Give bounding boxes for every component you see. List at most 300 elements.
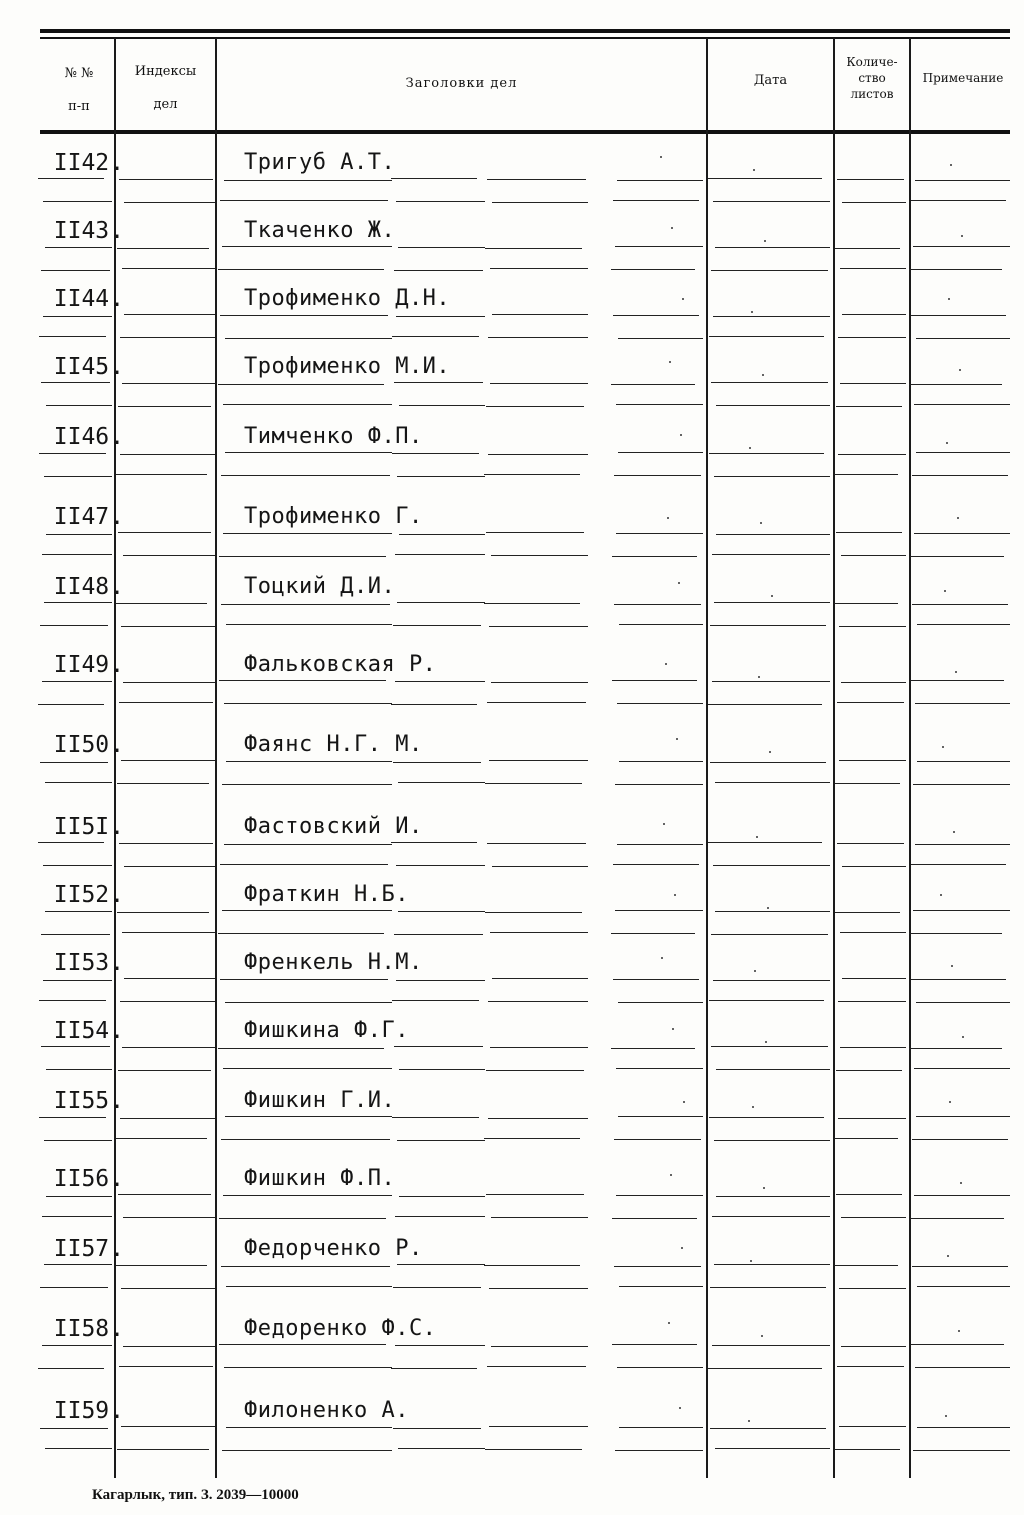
ruled-line-segment (842, 866, 906, 867)
ruled-line-segment (834, 603, 898, 604)
row-number-period: . (110, 424, 124, 450)
ruled-line-segment (117, 248, 209, 249)
ruled-line-segment (842, 202, 906, 203)
row-number-text: II44 (53, 286, 110, 312)
ruled-line-segment (394, 270, 483, 271)
row-number-text: II49 (53, 652, 110, 678)
table-row (0, 948, 1024, 1018)
ruled-line-segment (917, 1427, 1010, 1428)
ruled-line-segment (221, 475, 390, 476)
row-number-period: . (110, 574, 124, 600)
ruled-line-segment (44, 1140, 112, 1141)
ruled-line-segment (394, 1046, 483, 1047)
ruled-line-segment (118, 1194, 211, 1195)
print-speck (678, 582, 680, 584)
row-number (44, 286, 124, 312)
ruled-line-segment (39, 453, 106, 454)
ruled-line-segment (38, 842, 104, 843)
row-case-title: Фастовский И. (244, 814, 423, 839)
ruled-line-segment (224, 844, 392, 845)
row-case-title: Фишкина Ф.Г. (244, 1018, 409, 1043)
ruled-line-segment (118, 1070, 211, 1071)
print-speck (750, 1260, 752, 1262)
table-row (0, 1234, 1024, 1304)
ruled-line-segment (490, 1047, 588, 1048)
ruled-line-segment (837, 702, 904, 703)
ruled-line-segment (834, 1265, 898, 1266)
ruled-line-segment (116, 603, 207, 604)
row-case-title: Федорченко Р. (244, 1236, 423, 1261)
ruled-line-segment (709, 1000, 824, 1001)
ruled-line-segment (399, 534, 485, 535)
ruled-line-segment (916, 338, 1010, 339)
ruled-line-segment (393, 1287, 481, 1288)
table-row (0, 502, 1024, 572)
ruled-line-segment (711, 934, 828, 935)
row-number-period: . (110, 504, 124, 530)
ruled-line-segment (39, 1117, 106, 1118)
ruled-line-segment (619, 761, 703, 762)
print-speck (672, 1028, 674, 1030)
ruled-line-segment (397, 602, 485, 603)
ruled-line-segment (716, 1069, 830, 1070)
ruled-line-segment (118, 406, 211, 407)
ruled-line-segment (614, 604, 701, 605)
ruled-line-segment (710, 625, 826, 626)
header-sheets (835, 54, 909, 102)
ruled-line-segment (42, 681, 112, 682)
ruled-line-segment (224, 180, 392, 181)
ruled-line-segment (618, 1002, 703, 1003)
ruled-line-segment (45, 782, 112, 783)
header-sheets-line2: ство (858, 71, 886, 85)
row-number-text: II42 (53, 150, 110, 176)
print-speck (665, 663, 667, 665)
ruled-line-segment (708, 842, 822, 843)
ruled-line-segment (218, 269, 384, 270)
ruled-line-segment (911, 864, 1006, 865)
ruled-line-segment (121, 760, 215, 761)
ruled-line-segment (392, 1000, 479, 1001)
print-speck (945, 1415, 947, 1417)
print-speck (961, 235, 963, 237)
ruled-line-segment (838, 454, 906, 455)
ruled-line-segment (122, 932, 215, 933)
ruled-line-segment (116, 1138, 207, 1139)
ruled-line-segment (119, 702, 213, 703)
ruled-line-segment (617, 844, 703, 845)
ruled-line-segment (121, 626, 215, 627)
print-speck (955, 671, 957, 673)
row-case-title: Фраткин Н.Б. (244, 882, 409, 907)
ruled-line-segment (618, 452, 703, 453)
ruled-line-segment (41, 1046, 110, 1047)
row-case-title: Фишкин Г.И. (244, 1088, 396, 1113)
row-number (44, 424, 124, 450)
ruled-line-segment (396, 865, 485, 866)
ruled-line-segment (716, 405, 830, 406)
ruled-line-segment (840, 932, 906, 933)
row-number-text: II46 (53, 424, 110, 450)
row-number-period: . (110, 732, 124, 758)
ruled-line-segment (913, 1450, 1010, 1451)
ruled-line-segment (492, 202, 588, 203)
ruled-line-segment (218, 384, 384, 385)
ruled-line-segment (485, 783, 582, 784)
ruled-line-segment (614, 475, 701, 476)
ruled-line-segment (222, 784, 392, 785)
ruled-line-segment (916, 1002, 1010, 1003)
ruled-line-segment (711, 382, 828, 383)
ruled-line-segment (612, 1344, 697, 1345)
ruled-line-segment (915, 703, 1010, 704)
header-number-line1: № № (64, 66, 94, 81)
ruled-line-segment (835, 248, 900, 249)
ruled-line-segment (715, 782, 830, 783)
print-speck (771, 595, 773, 597)
ruled-line-segment (222, 1450, 392, 1451)
ruled-line-segment (712, 554, 830, 555)
ruled-line-segment (221, 604, 390, 605)
ruled-line-segment (221, 1266, 390, 1267)
ruled-line-segment (835, 1449, 900, 1450)
print-speck (758, 676, 760, 678)
ruled-line-segment (710, 1428, 826, 1429)
table-row (0, 880, 1024, 950)
ruled-line-segment (223, 1195, 392, 1196)
ruled-line-segment (220, 864, 388, 865)
print-speck (669, 361, 671, 363)
ruled-line-segment (219, 1344, 386, 1345)
ruled-line-segment (836, 1194, 902, 1195)
header-date (708, 71, 833, 90)
row-number-period: . (110, 652, 124, 678)
ruled-line-segment (492, 314, 588, 315)
print-speck (762, 374, 764, 376)
ruled-line-segment (613, 979, 699, 980)
ruled-line-segment (709, 453, 824, 454)
ruled-line-segment (708, 1368, 822, 1369)
ruled-line-segment (45, 247, 112, 248)
ruled-line-segment (612, 556, 697, 557)
ruled-line-segment (486, 1070, 584, 1071)
ruled-line-segment (399, 1069, 485, 1070)
ruled-line-segment (41, 934, 110, 935)
ruled-line-segment (714, 476, 830, 477)
ruled-line-segment (393, 762, 481, 763)
row-number-text: II55 (53, 1088, 110, 1114)
ruled-line-segment (123, 1217, 215, 1218)
ruled-line-segment (914, 404, 1010, 405)
ruled-line-segment (485, 248, 582, 249)
header-index (116, 62, 215, 114)
print-speck (764, 240, 766, 242)
ruled-line-segment (909, 384, 1002, 385)
row-number (44, 574, 124, 600)
ruled-line-segment (124, 866, 215, 867)
row-case-title: Филоненко А. (244, 1398, 409, 1423)
ruled-line-segment (841, 1346, 906, 1347)
row-number-period: . (110, 882, 124, 908)
table-row (0, 352, 1024, 422)
ruled-line-segment (123, 555, 215, 556)
ruled-line-segment (713, 980, 830, 981)
ruled-line-segment (916, 452, 1010, 453)
ruled-line-segment (398, 911, 485, 912)
ruled-line-segment (395, 1216, 485, 1217)
ruled-line-segment (615, 246, 703, 247)
ruled-line-segment (220, 979, 388, 980)
ruled-line-segment (391, 704, 477, 705)
print-speck (671, 227, 673, 229)
ruled-line-segment (915, 1367, 1010, 1368)
row-number (44, 150, 124, 176)
ruled-line-segment (38, 1368, 104, 1369)
ruled-line-segment (487, 702, 586, 703)
ruled-line-segment (913, 246, 1010, 247)
row-number-period: . (110, 286, 124, 312)
ruled-line-segment (616, 533, 703, 534)
print-speck (767, 907, 769, 909)
ruled-line-segment (391, 1368, 477, 1369)
print-speck (754, 970, 756, 972)
ruled-line-segment (617, 180, 703, 181)
print-speck (953, 831, 955, 833)
ruled-line-segment (219, 680, 386, 681)
ruled-line-segment (395, 1345, 485, 1346)
ruled-line-segment (715, 247, 830, 248)
table-row (0, 572, 1024, 642)
ruled-line-segment (43, 980, 112, 981)
ruled-line-segment (836, 1070, 902, 1071)
ruled-line-segment (392, 1117, 479, 1118)
row-case-title: Тоцкий Д.И. (244, 574, 396, 599)
ruled-line-segment (38, 178, 104, 179)
print-speck (763, 1187, 765, 1189)
ruled-line-segment (40, 625, 108, 626)
ruled-line-segment (225, 1002, 392, 1003)
print-speck (676, 738, 678, 740)
ruled-line-segment (484, 1265, 580, 1266)
ruled-line-segment (42, 1345, 112, 1346)
ruled-line-segment (40, 1428, 108, 1429)
ruled-line-segment (491, 1346, 588, 1347)
ruled-line-segment (119, 843, 213, 844)
ruled-line-segment (613, 864, 699, 865)
row-number (44, 1236, 124, 1262)
ruled-line-segment (615, 1450, 703, 1451)
ruled-line-segment (915, 180, 1010, 181)
ruled-line-segment (223, 533, 392, 534)
header-number-line2: п-п (68, 99, 90, 114)
ruled-line-segment (714, 1140, 830, 1141)
ruled-line-segment (488, 337, 588, 338)
print-speck (765, 1041, 767, 1043)
table-row (0, 730, 1024, 800)
ruled-line-segment (614, 1266, 701, 1267)
row-case-title: Фаянс Н.Г. М. (244, 732, 423, 757)
ruled-line-segment (710, 1287, 826, 1288)
ruled-line-segment (492, 978, 588, 979)
ruled-line-segment (838, 1001, 906, 1002)
ruled-line-segment (712, 1216, 830, 1217)
row-number (44, 1316, 124, 1342)
ruled-line-segment (41, 270, 110, 271)
ruled-line-segment (40, 1287, 108, 1288)
row-number-text: II58 (53, 1316, 110, 1342)
print-speck (683, 1101, 685, 1103)
print-speck (948, 298, 950, 300)
ruled-line-segment (839, 626, 906, 627)
ruled-line-segment (120, 1118, 215, 1119)
row-number-period: . (110, 950, 124, 976)
ruled-line-segment (915, 844, 1010, 845)
print-speck (958, 1330, 960, 1332)
ruled-line-segment (842, 978, 906, 979)
ruled-line-segment (487, 843, 586, 844)
print-speck (957, 517, 959, 519)
print-speck (668, 1322, 670, 1324)
ruled-line-segment (124, 978, 215, 979)
ruled-line-segment (397, 1264, 485, 1265)
ruled-line-segment (839, 760, 906, 761)
ruled-line-segment (712, 1345, 830, 1346)
print-speck (670, 1174, 672, 1176)
ruled-line-segment (841, 682, 906, 683)
print-speck (663, 823, 665, 825)
ruled-line-segment (713, 201, 830, 202)
ruled-line-segment (712, 681, 830, 682)
table-row (0, 1396, 1024, 1466)
ruled-line-segment (710, 762, 826, 763)
header-title (217, 74, 706, 93)
ruled-line-segment (838, 337, 906, 338)
ruled-line-segment (485, 912, 582, 913)
ruled-line-segment (226, 1427, 392, 1428)
print-speck (960, 1182, 962, 1184)
ruled-line-segment (121, 1288, 215, 1289)
row-number-text: II57 (53, 1236, 110, 1262)
ruled-line-segment (911, 979, 1006, 980)
table-row (0, 148, 1024, 218)
header-number (44, 64, 114, 116)
print-speck (959, 369, 961, 371)
ruled-line-segment (116, 474, 207, 475)
ruled-line-segment (43, 316, 112, 317)
row-number (44, 504, 124, 530)
ruled-line-segment (912, 1139, 1008, 1140)
ruled-line-segment (837, 843, 904, 844)
row-case-title: Ткаченко Ж. (244, 218, 396, 243)
row-number-text: II5I (53, 814, 110, 840)
row-number-period: . (110, 1316, 124, 1342)
row-number-text: II53 (53, 950, 110, 976)
ruled-line-segment (619, 1427, 703, 1428)
row-number (44, 950, 124, 976)
ruled-line-segment (613, 315, 699, 316)
print-speck (674, 894, 676, 896)
ruled-line-segment (911, 200, 1006, 201)
ruled-line-segment (122, 268, 215, 269)
print-speck (749, 447, 751, 449)
ruled-line-segment (42, 1216, 112, 1217)
ruled-line-segment (44, 1264, 112, 1265)
ruled-line-segment (619, 624, 703, 625)
ruled-line-segment (44, 476, 112, 477)
row-case-title: Тимченко Ф.П. (244, 424, 423, 449)
ruled-line-segment (488, 454, 588, 455)
ruled-line-segment (120, 337, 215, 338)
ruled-line-segment (611, 1048, 695, 1049)
ruled-line-segment (615, 910, 703, 911)
ruled-line-segment (484, 474, 580, 475)
print-speck (962, 1036, 964, 1038)
table-row (0, 650, 1024, 720)
top-rule-thin (40, 37, 1010, 39)
ruled-line-segment (395, 554, 485, 555)
ruled-line-segment (912, 475, 1008, 476)
print-speck (753, 169, 755, 171)
ruled-line-segment (839, 1426, 906, 1427)
row-case-title: Тригуб А.Т. (244, 150, 396, 175)
ruled-line-segment (836, 532, 902, 533)
ruled-line-segment (394, 382, 483, 383)
ruled-line-segment (618, 1116, 703, 1117)
ruled-line-segment (393, 1428, 481, 1429)
row-number (44, 1166, 124, 1192)
ruled-line-segment (486, 532, 584, 533)
row-number (44, 1018, 124, 1044)
ruled-line-segment (910, 1344, 1004, 1345)
ruled-line-segment (221, 1139, 390, 1140)
row-number (44, 218, 124, 244)
ruled-line-segment (226, 1286, 392, 1287)
row-number-period: . (110, 1236, 124, 1262)
ruled-line-segment (45, 911, 112, 912)
ruled-line-segment (837, 1366, 904, 1367)
ruled-line-segment (43, 865, 112, 866)
ruled-line-segment (398, 1448, 485, 1449)
row-case-title: Федоренко Ф.С. (244, 1316, 437, 1341)
row-number-period: . (110, 1088, 124, 1114)
ruled-line-segment (397, 476, 485, 477)
ruled-line-segment (617, 1367, 703, 1368)
ruled-line-segment (42, 554, 112, 555)
ruled-line-segment (40, 762, 108, 763)
table-row (0, 812, 1024, 882)
ruled-line-segment (122, 383, 215, 384)
ruled-line-segment (399, 405, 485, 406)
ruled-line-segment (714, 602, 830, 603)
ruled-line-segment (711, 1046, 828, 1047)
ruled-line-segment (617, 703, 703, 704)
ruled-line-segment (619, 1286, 703, 1287)
ruled-line-segment (911, 315, 1006, 316)
print-speck (947, 1255, 949, 1257)
ruled-line-segment (391, 178, 477, 179)
ruled-line-segment (484, 603, 580, 604)
ruled-line-segment (225, 1116, 392, 1117)
ruled-line-segment (910, 680, 1004, 681)
ruled-line-segment (909, 933, 1002, 934)
printer-imprint: Кагарлык, тип. З. 2039—10000 (92, 1487, 299, 1503)
row-number-text: II45 (53, 354, 110, 380)
ruled-line-segment (396, 316, 485, 317)
ruled-line-segment (118, 532, 211, 533)
ruled-line-segment (222, 246, 392, 247)
ruled-line-segment (834, 1138, 898, 1139)
ruled-line-segment (226, 624, 392, 625)
